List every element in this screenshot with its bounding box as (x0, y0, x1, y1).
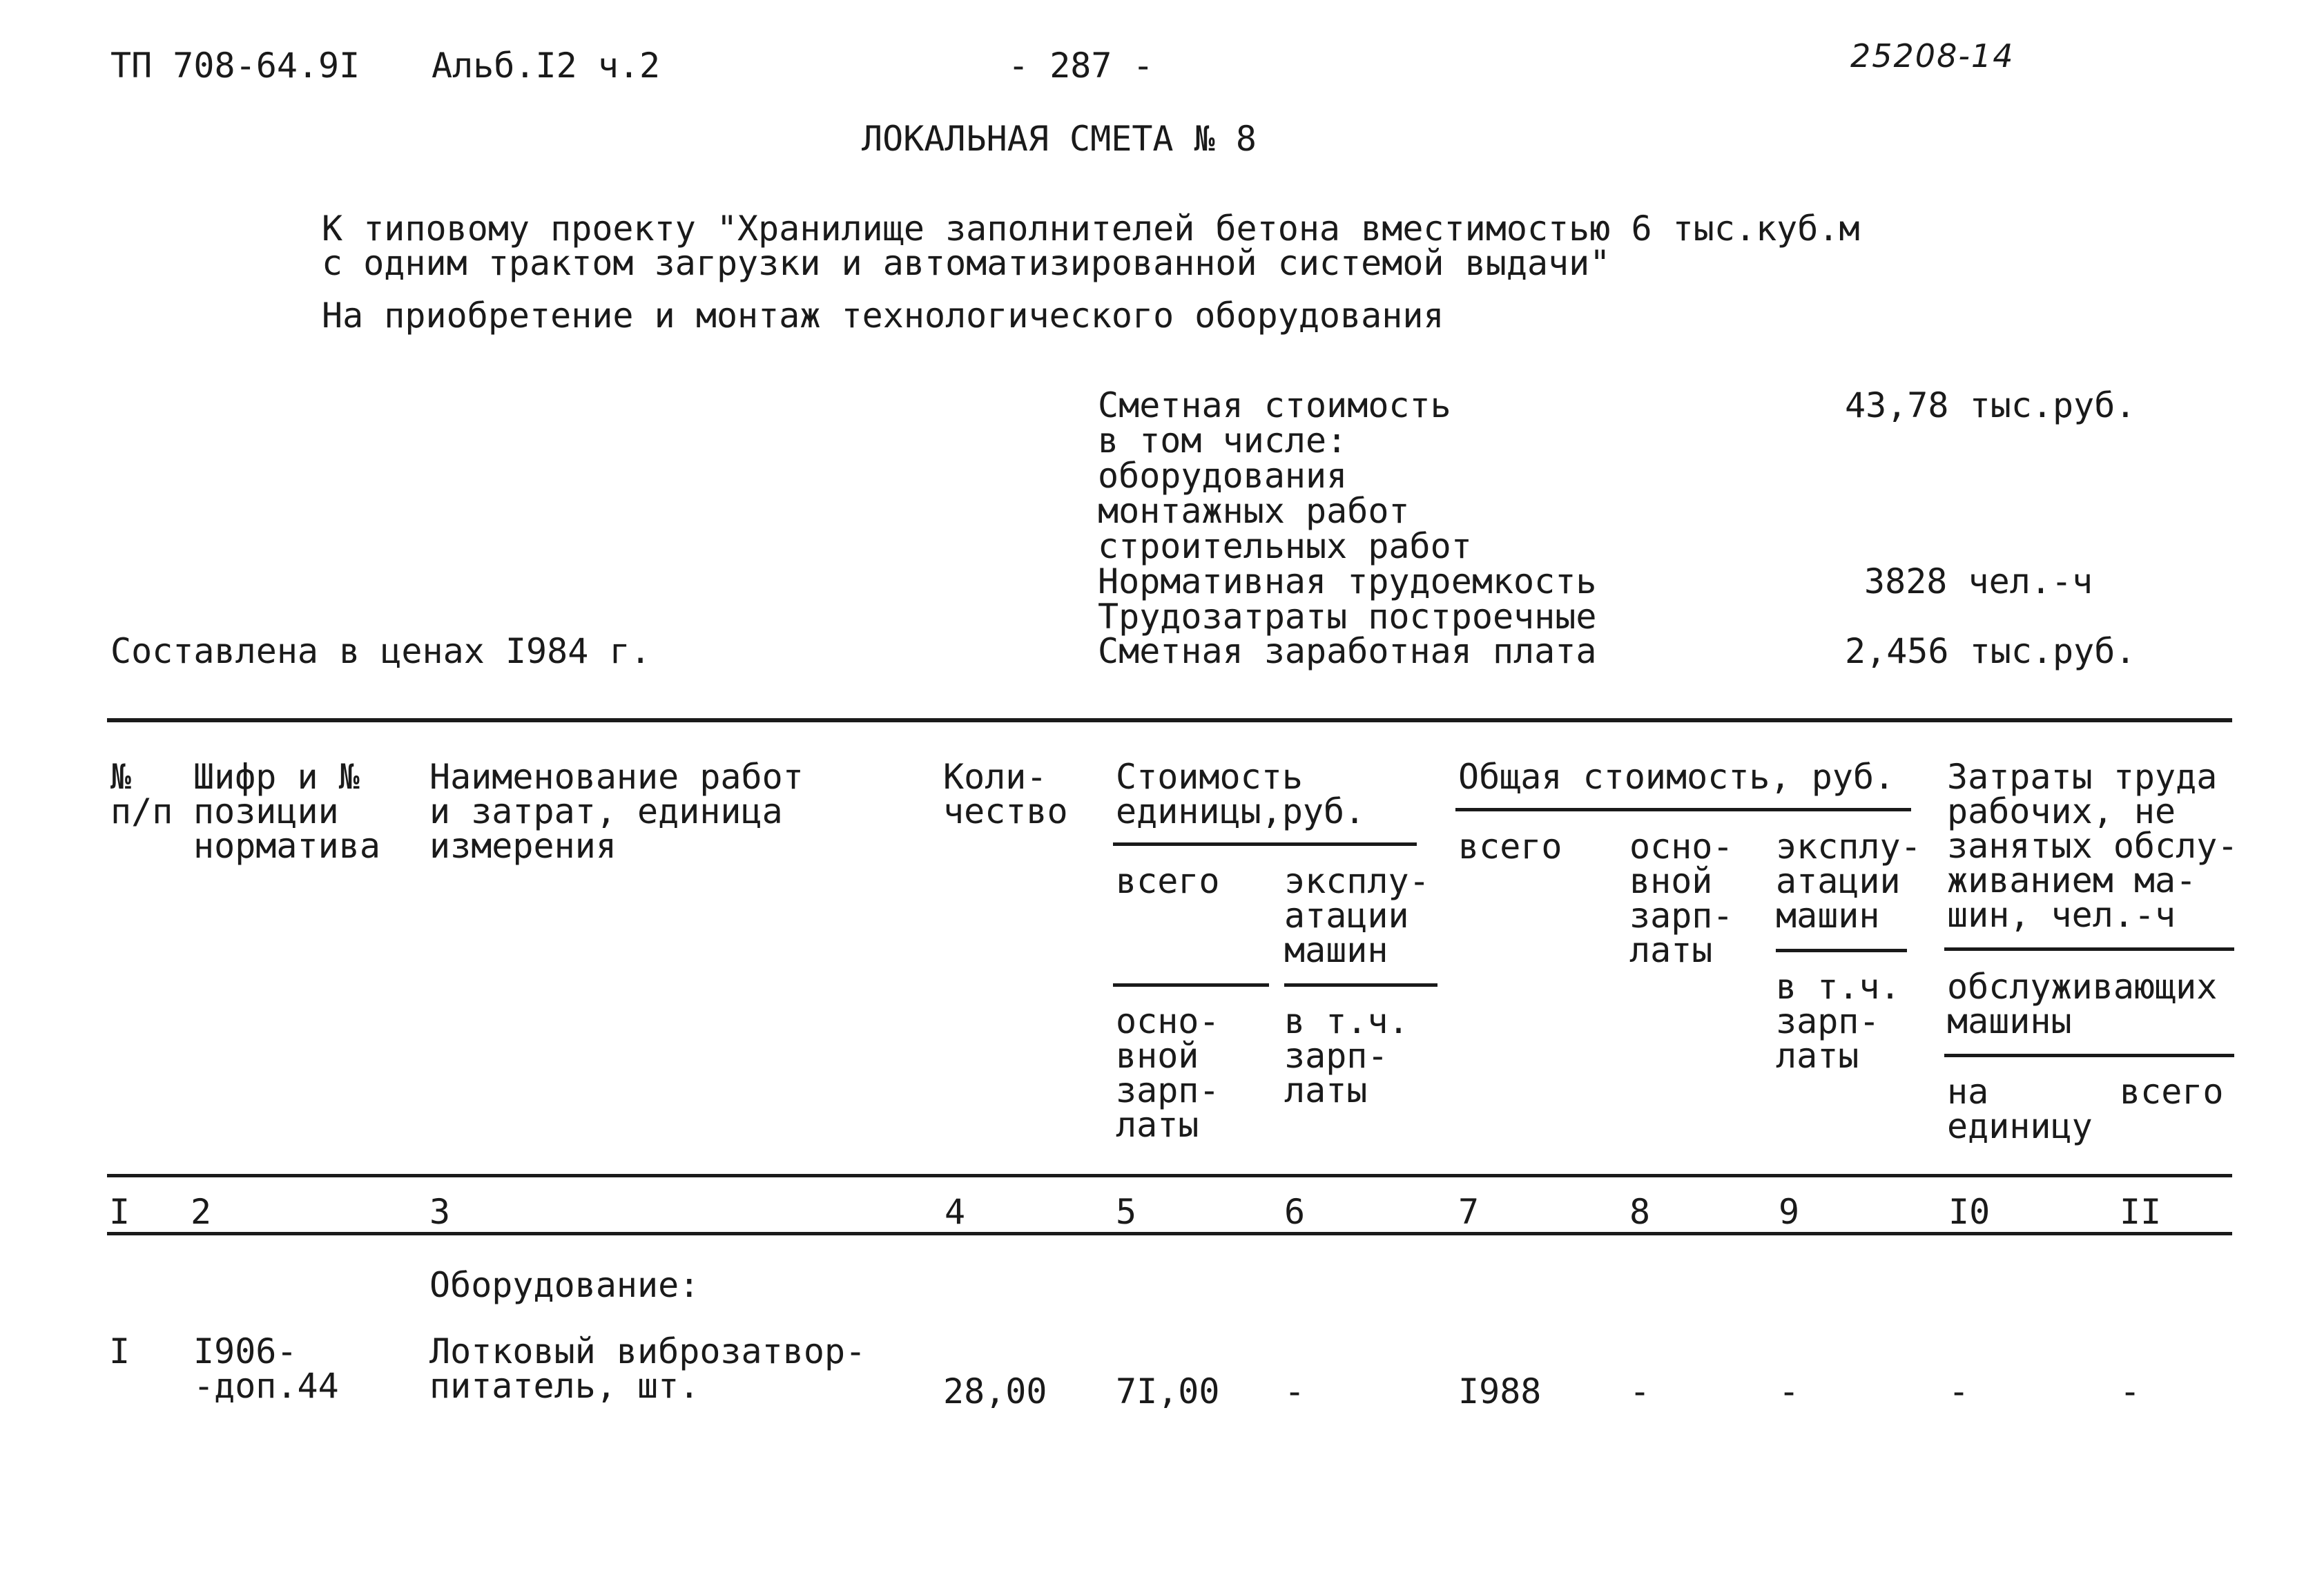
header-name: Наименование работ и затрат, единица измерения (429, 757, 804, 866)
labor-norm-label: Нормативная трудоемкость (1098, 561, 1597, 601)
row-labor-per-unit: - (1948, 1371, 1970, 1411)
header-total-all: всего (1458, 827, 1562, 867)
prices-note: Составлена в ценах I984 г. (110, 631, 651, 671)
construction-label: строительных работ (1098, 526, 1472, 566)
row-base-wages: - (1629, 1371, 1651, 1411)
album-reference: Альб.I2 ч.2 (432, 46, 661, 86)
site-labor-label: Трудозатраты построечные (1098, 597, 1597, 637)
unit-cost-rule (1113, 842, 1417, 846)
estimated-cost-value: 43,78 тыс.руб. (1845, 385, 2136, 425)
unit-incl-rule (1284, 983, 1437, 987)
column-number: 7 (1458, 1192, 1480, 1232)
column-number: 3 (429, 1192, 451, 1232)
header-labor-service: обслуживающих машины (1947, 967, 2218, 1041)
total-cost-rule (1455, 808, 1911, 811)
column-number-rule (107, 1232, 2232, 1235)
labor-rule-1 (1944, 947, 2234, 951)
equipment-label: оборудования (1098, 456, 1348, 496)
labor-rule-2 (1944, 1054, 2234, 1057)
row-unit-cost: 7I,00 (1116, 1371, 1220, 1411)
page-title: ЛОКАЛЬНАЯ СМЕТА № 8 (862, 119, 1257, 159)
header-unit-cost: Стоимость единицы,руб. (1116, 757, 1366, 831)
header-unit-base-wages: осно- вной зарп- латы (1116, 1001, 1220, 1145)
unit-base-rule (1113, 983, 1269, 987)
document-code: ТП 708-64.9I (110, 46, 360, 86)
project-purpose: На приобретение и монтаж технологического оборудования (322, 296, 1444, 336)
header-unit-operation: эксплу- атации машин (1284, 861, 1430, 970)
header-labor-total: всего (2120, 1072, 2224, 1112)
row-unit-operation: - (1284, 1371, 1306, 1411)
header-num: № п/п (110, 757, 173, 831)
inventory-number: 25208-14 (1850, 37, 2015, 75)
project-line-1: К типовому проекту "Хранилище заполнителей бетона вместимостью 6 тыс.куб.м (322, 209, 1860, 249)
row-qty: 28,00 (943, 1371, 1047, 1411)
including-label: в том числе: (1098, 421, 1348, 461)
row-operation: - (1779, 1371, 1800, 1411)
installation-label: монтажных работ (1098, 491, 1410, 531)
table-top-rule (107, 718, 2232, 722)
header-bottom-rule (107, 1174, 2232, 1177)
header-total-cost: Общая стоимость, руб. (1458, 757, 1895, 797)
header-total-incl-wages: в т.ч. зарп- латы (1776, 967, 1901, 1076)
header-unit-total: всего (1116, 861, 1220, 901)
wages-value: 2,456 тыс.руб. (1845, 631, 2136, 671)
total-incl-rule (1776, 949, 1907, 952)
header-labor: Затраты труда рабочих, не занятых обслу- живанием ма- шин, чел.-ч (1947, 757, 2238, 935)
header-total-base-wages: осно- вной зарп- латы (1629, 827, 1734, 970)
row-labor-total: - (2120, 1371, 2141, 1411)
column-number: 6 (1284, 1192, 1306, 1232)
row-num: I (109, 1331, 130, 1371)
estimated-cost-label: Сметная стоимость (1098, 385, 1451, 425)
header-qty: Коли- чество (943, 757, 1068, 831)
column-number: 2 (191, 1192, 212, 1232)
column-number: 4 (945, 1192, 966, 1232)
header-unit-incl-wages: в т.ч. зарп- латы (1284, 1001, 1409, 1110)
page-number: - 287 - (1008, 46, 1154, 86)
column-number: 5 (1116, 1192, 1137, 1232)
column-number: I (109, 1192, 130, 1232)
column-number: II (2120, 1192, 2162, 1232)
labor-norm-value: 3828 чел.-ч (1864, 561, 2093, 601)
header-code: Шифр и № позиции норматива (193, 757, 380, 866)
column-number: 8 (1629, 1192, 1651, 1232)
column-number: I0 (1948, 1192, 1991, 1232)
project-line-2: с одним трактом загрузки и автоматизированной системой выдачи" (322, 243, 1611, 283)
header-labor-per-unit: на единицу (1947, 1072, 2093, 1146)
column-number: 9 (1779, 1192, 1800, 1232)
row-code: I906- -доп.44 (193, 1331, 339, 1406)
row-total: I988 (1458, 1371, 1542, 1411)
row-name: Лотковый виброзатвор- питатель, шт. (429, 1331, 866, 1406)
section-title: Оборудование: (429, 1265, 700, 1305)
wages-label: Сметная заработная плата (1098, 631, 1597, 671)
header-total-operation: эксплу- атации машин (1776, 827, 1921, 936)
